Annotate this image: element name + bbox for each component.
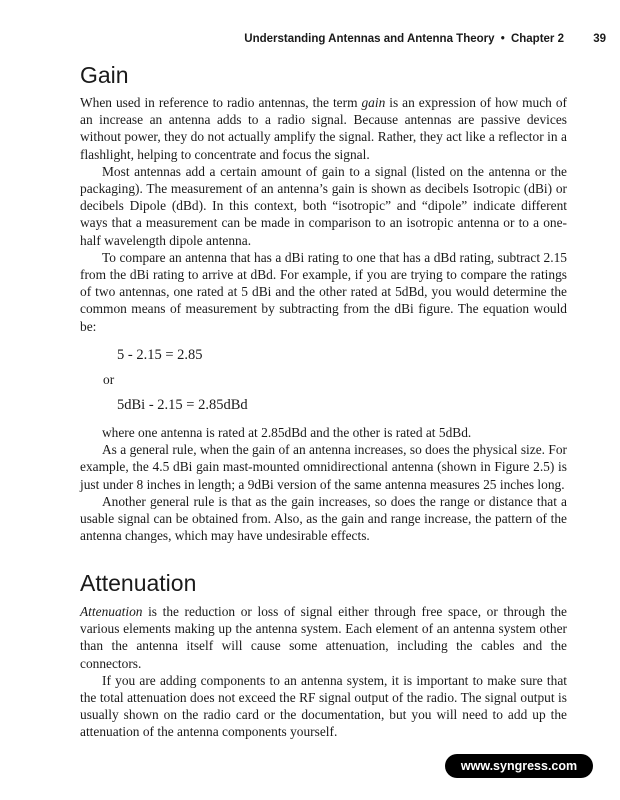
header-bullet: •: [500, 33, 505, 45]
paragraph: If you are adding components to an antenna system, it is important to make sure that the total attenuation does not exceed the RF signal output of the radio. The signal output is usually shown on the radio card or the documentation, but you will need to add up the attenuation of the antenna components yourself.: [80, 672, 567, 740]
paragraph: [80, 603, 567, 672]
paragraph: Another general rule is that as the gain increases, so does the range or distance that a usable signal can be obtained from. Also, as the gain and range increase, the pattern of the antenna changes, which may have undesirable effects.: [80, 493, 567, 544]
equation-or: or: [103, 372, 115, 387]
text-run: When used in reference to radio antennas, the term: [80, 95, 362, 110]
italic-term: gain: [361, 95, 386, 110]
running-header: [244, 33, 606, 45]
equation-2: 5dBi - 2.15 = 2.85dBd: [117, 397, 248, 413]
gain-body-top: [80, 94, 567, 335]
paragraph: where one antenna is rated at 2.85dBd and the other is rated at 5dBd.: [102, 425, 472, 440]
equation-1: 5 - 2.15 = 2.85: [117, 347, 203, 363]
paragraph: Most antennas add a certain amount of gain to a signal (listed on the antenna or the packaging). The measurement of an antenna’s gain is shown as decibels Isotropic (dBi) or decibels Dipole (dBd). In this context, both “isotropic” and “dipole” indicate different ways that a measurement can be made in comparison to an isotropic antenna or to a one-half wavelength dipole antenna.: [80, 163, 567, 248]
attenuation-body: [80, 603, 567, 741]
paragraph: To compare an antenna that has a dBi rating to one that has a dBd rating, subtract 2.15 from the dBi rating to arrive at dBd. For example, if you are trying to compare the ratings of two antennas, one rated at 5 dBi and the other rated at 5dBd, you would determine the common means of measurement by subtracting from the dBi figure. The equation would be:: [80, 249, 567, 334]
page-number: 39: [593, 33, 606, 45]
italic-term: Attenuation: [80, 604, 143, 619]
chapter-label: Chapter 2: [510, 33, 564, 45]
website-link[interactable]: www.syngress.com: [445, 754, 593, 778]
gain-body-bottom: [80, 424, 567, 544]
paragraph: [80, 94, 567, 163]
section-heading-attenuation: Attenuation: [80, 570, 197, 596]
text-run: is an expression of how much of an increase an antenna adds to a radio signal. Because antennas are passive devices without power, they do not actually amplify the signal. Rather, they act like a reflector in a flashlight, helping to concentrate and focus the signal.: [80, 95, 567, 162]
paragraph: As a general rule, when the gain of an antenna increases, so does the physical size. For example, the 4.5 dBi gain mast-mounted omnidirectional antenna (shown in Figure 2.5) is just under 8 inches in length; a 9dBi version of the same antenna measures 25 inches long.: [80, 442, 567, 492]
running-title: Understanding Antennas and Antenna Theory: [244, 33, 495, 45]
section-heading-gain: Gain: [80, 62, 129, 88]
text-run: is the reduction or loss of signal either through free space, or through the various elements making up the antenna system. Each element of an antenna system other than the antenna itself will cause some attenuation, including the cables and the connectors.: [80, 604, 567, 671]
